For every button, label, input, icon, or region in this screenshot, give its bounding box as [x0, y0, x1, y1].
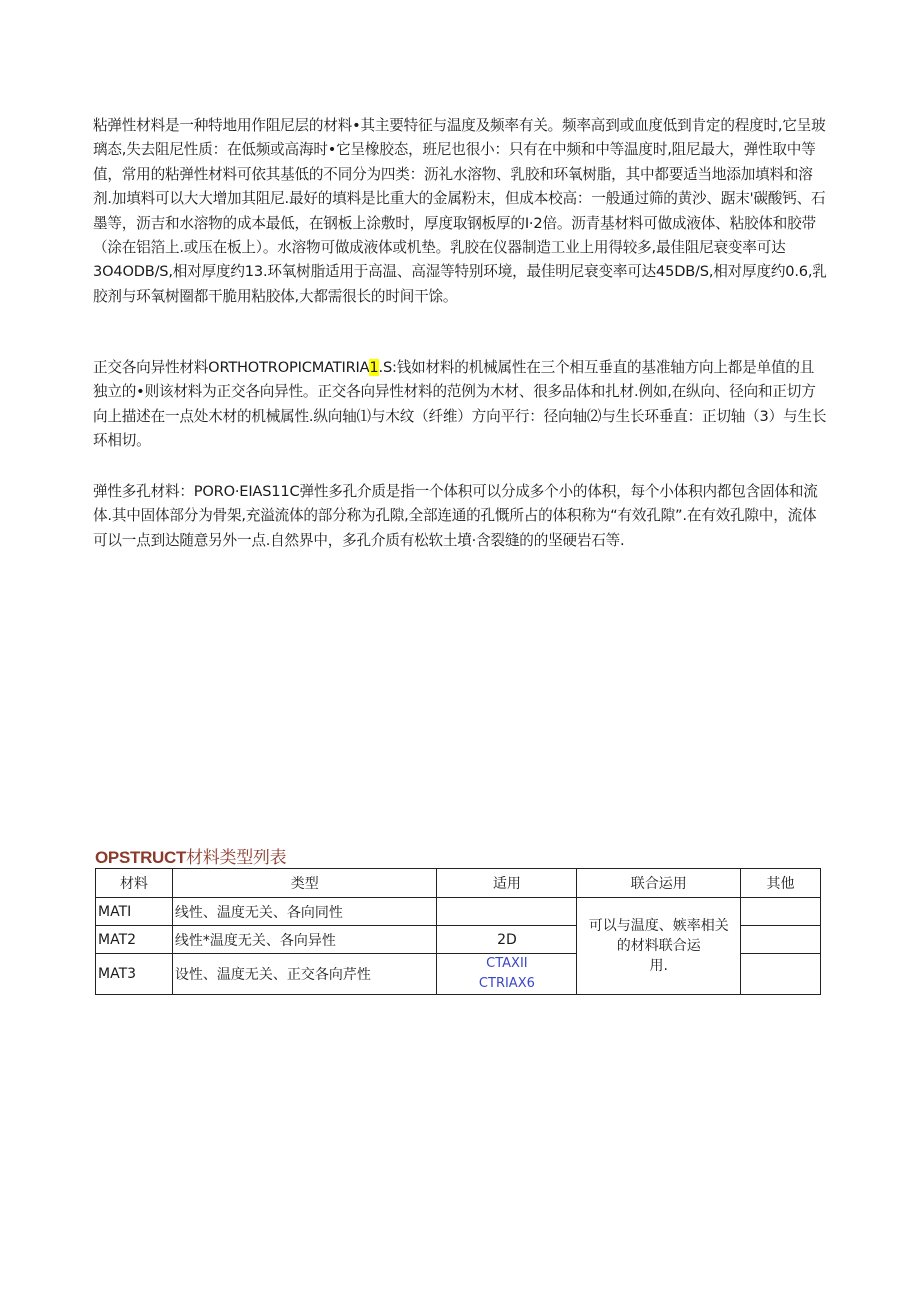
table-title-latin: OPSTRUCT	[95, 848, 187, 867]
cell-material: MATI	[96, 898, 173, 926]
combined-line-3: 用.	[649, 958, 668, 974]
material-types-table	[95, 868, 821, 995]
combined-line-1: 可以与温度、嫉率相关	[588, 918, 729, 934]
cell-applies: 2D	[437, 926, 577, 954]
table-row	[96, 898, 821, 926]
cell-type: 线性*温度无关、各向异性	[172, 926, 437, 954]
cell-other	[741, 954, 821, 995]
cell-other	[741, 898, 821, 926]
cell-applies	[437, 898, 577, 926]
paragraph-poroelastic: 弹性多孔材料：PORO·EIAS11C弹性多孔介质是指一个体积可以分成多个小的体积，每个小体积内都包含固体和流体.其中固体部分为骨架,充溢流体的部分称为孔隙,全部连通的孔慨所占的体积称为“有效孔隙”.在有效孔隙中，流体可以一点到达随意另外一点.自然界中，多孔介质有松软土墳·含裂缝的的坚硬岩石等.	[93, 483, 818, 549]
cell-other	[741, 926, 821, 954]
combined-line-2: 的材料联合运	[616, 938, 701, 954]
header-other: 其他	[741, 869, 821, 898]
cell-material: MAT2	[96, 926, 173, 954]
applies-line-2: CTRIAX6	[478, 976, 535, 991]
applies-line-1: CTAXII	[486, 956, 528, 971]
table-title	[95, 843, 286, 868]
table-title-chinese: 材料类型列表	[186, 848, 287, 868]
cell-type: 线性、温度无关、各向同性	[172, 898, 437, 926]
header-type: 类型	[172, 869, 437, 898]
paragraph-orthotropic-rest: .S:钱如材料的机械属性在三个相互垂直的基准轴方向上都是单值的且独立的•则该材料为正交各向异性。正交各向异性材料的范例为木材、很多品体和扎材.例如,在纵向、径向和正切方向上描述在一点处木材的机械属性.纵向轴⑴与木纹（纤维）方向平行：径向轴⑵与生长环垂直：正切轴（3）与生长环相切。	[93, 359, 827, 450]
paragraph-viscoelastic: 粘弹性材料是一种特地用作阻尼层的材料•其主要特征与温度及频率有关。频率高到或血度低到肯定的程度时,它呈玻璃态,失去阻尼性质：在低频或高海时•它呈橡胶态，班尼也很小：只有在中频和中等温度时,阻尼最大，弹性取中等值，常用的粘弹性材料可依其基低的不同分为四类：沥礼水溶物、乳胶和环氧树脂，其中都要适当地添加填料和溶剂.加填料可以大大增加其阻尼.最好的填料是比重大的金属粉末，但成本校高：一般通过筛的黄沙、踞末'碳酸钙、石墨等，沥吉和水溶物的成本最低，在钢板上涂敷时，厚度取钢板厚的I·2倍。沥青基材料可做成液体、粘胶体和胶带（涂在铝箔上.或压在板上）。水溶物可做成液体或机垫。乳胶在仪器制造工业上用得较多,最佳阻尼衰变率可达3O4ODB/S,相对厚度约13.环氧树脂适用于高温、高湿等特别环境，最佳明尼衰变率可达45DB/S,相对厚度约0.6,乳胶剂与环氧树圈都干脆用粘胶体,大都需很长的时间干馀。	[93, 117, 827, 305]
header-applies: 适用	[437, 869, 577, 898]
header-material: 材料	[96, 869, 173, 898]
cell-combined-use	[577, 898, 741, 995]
paragraph-orthotropic	[93, 356, 827, 454]
table-header-row	[96, 869, 821, 898]
highlighted-character: 1	[369, 359, 379, 376]
cell-material: MAT3	[96, 954, 173, 995]
cell-applies	[437, 954, 577, 995]
paragraph-orthotropic-start: 正交各向异性材料ORTHOTROPICMATIRIA	[93, 359, 370, 376]
header-combined-use: 联合运用	[577, 869, 741, 898]
cell-type: 设性、温度无关、正交各向芹性	[172, 954, 437, 995]
